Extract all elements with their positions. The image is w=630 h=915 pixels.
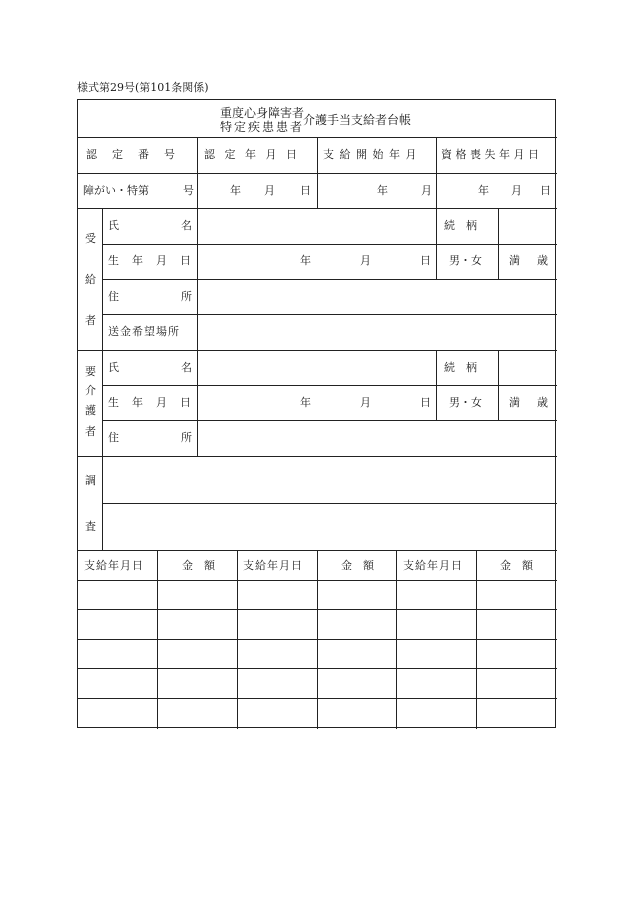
care-section-char: 護 bbox=[85, 404, 96, 417]
recipient-name-label-1: 氏 bbox=[108, 219, 119, 232]
recipient-section-char: 給 bbox=[85, 273, 96, 286]
care-address-label-1: 住 bbox=[108, 431, 119, 444]
recipient-name-label-2: 名 bbox=[181, 219, 192, 232]
recipient-birth-month: 月 bbox=[360, 254, 371, 267]
care-age-prefix: 満 bbox=[509, 396, 520, 409]
divider bbox=[498, 208, 499, 279]
recipient-relation-label: 続 柄 bbox=[444, 219, 477, 232]
title-main: 介護手当支給者台帳 bbox=[303, 113, 412, 127]
title-line-1: 重度心身障害者 bbox=[220, 106, 305, 120]
care-relation-label: 続 柄 bbox=[444, 361, 477, 374]
recipient-birth-day: 日 bbox=[420, 254, 431, 267]
divider bbox=[396, 550, 397, 729]
loss-year-unit: 年 bbox=[478, 184, 489, 197]
divider bbox=[436, 137, 437, 208]
divider bbox=[157, 550, 158, 729]
recipient-section-char: 者 bbox=[85, 314, 96, 327]
divider bbox=[317, 550, 318, 729]
divider bbox=[102, 420, 557, 421]
start-year-unit: 年 bbox=[377, 184, 388, 197]
recipient-birth-year: 年 bbox=[300, 254, 311, 267]
payment-header: 支給年月日 bbox=[403, 559, 463, 572]
care-birth-label: 生 年 月 日 bbox=[108, 396, 192, 409]
divider bbox=[237, 550, 238, 729]
ledger-form bbox=[77, 99, 556, 728]
divider bbox=[102, 279, 557, 280]
payment-header: 金 額 bbox=[182, 559, 215, 572]
care-name-label-1: 氏 bbox=[108, 361, 119, 374]
header-start-month: 支 給 開 始 年 月 bbox=[323, 148, 418, 161]
survey-label-char: 調 bbox=[85, 474, 96, 487]
divider bbox=[317, 137, 318, 208]
divider bbox=[436, 350, 437, 420]
id-label: 障がい・特第 bbox=[83, 184, 149, 197]
care-birth-year: 年 bbox=[300, 396, 311, 409]
divider bbox=[102, 208, 103, 550]
divider bbox=[102, 314, 557, 315]
recipient-section-char: 受 bbox=[85, 232, 96, 245]
divider bbox=[78, 208, 557, 209]
care-name-label-2: 名 bbox=[181, 361, 192, 374]
divider bbox=[476, 550, 477, 729]
divider bbox=[197, 350, 198, 456]
header-cert-number: 認 定 番 号 bbox=[86, 148, 177, 161]
recipient-address-label-2: 所 bbox=[181, 290, 192, 303]
divider bbox=[78, 350, 557, 351]
loss-day-unit: 日 bbox=[540, 184, 551, 197]
recipient-birth-label: 生 年 月 日 bbox=[108, 254, 192, 267]
payment-header: 金 額 bbox=[500, 559, 533, 572]
recipient-age-prefix: 満 bbox=[509, 254, 520, 267]
divider bbox=[102, 503, 557, 504]
start-month-unit: 月 bbox=[421, 184, 432, 197]
care-birth-day: 日 bbox=[420, 396, 431, 409]
payment-header: 支給年月日 bbox=[243, 559, 303, 572]
cert-day-unit: 日 bbox=[300, 184, 311, 197]
divider bbox=[102, 385, 557, 386]
recipient-sex: 男・女 bbox=[449, 254, 482, 267]
care-age-suffix: 歳 bbox=[537, 396, 548, 409]
divider bbox=[102, 244, 557, 245]
cert-month-unit: 月 bbox=[264, 184, 275, 197]
id-suffix: 号 bbox=[183, 184, 194, 197]
divider bbox=[78, 456, 557, 457]
care-sex: 男・女 bbox=[449, 396, 482, 409]
recipient-address-label-1: 住 bbox=[108, 290, 119, 303]
payment-header: 金 額 bbox=[341, 559, 374, 572]
header-loss-date: 資 格 喪 失 年 月 日 bbox=[441, 148, 539, 161]
survey-label-char: 査 bbox=[85, 520, 96, 533]
title-line-2: 特定疾患患者 bbox=[220, 120, 305, 134]
care-birth-month: 月 bbox=[360, 396, 371, 409]
header-cert-date: 認 定 年 月 日 bbox=[204, 148, 300, 161]
recipient-remit-label: 送金希望場所 bbox=[108, 325, 180, 338]
form-number-label: 様式第29号(第101条関係) bbox=[77, 81, 209, 94]
care-section-char: 者 bbox=[85, 425, 96, 438]
payment-header: 支給年月日 bbox=[84, 559, 144, 572]
divider bbox=[197, 137, 198, 208]
divider bbox=[498, 350, 499, 420]
care-section-char: 介 bbox=[85, 384, 96, 397]
care-section-char: 要 bbox=[85, 365, 96, 378]
divider bbox=[436, 208, 437, 279]
cert-year-unit: 年 bbox=[230, 184, 241, 197]
care-address-label-2: 所 bbox=[181, 431, 192, 444]
recipient-age-suffix: 歳 bbox=[537, 254, 548, 267]
loss-month-unit: 月 bbox=[511, 184, 522, 197]
